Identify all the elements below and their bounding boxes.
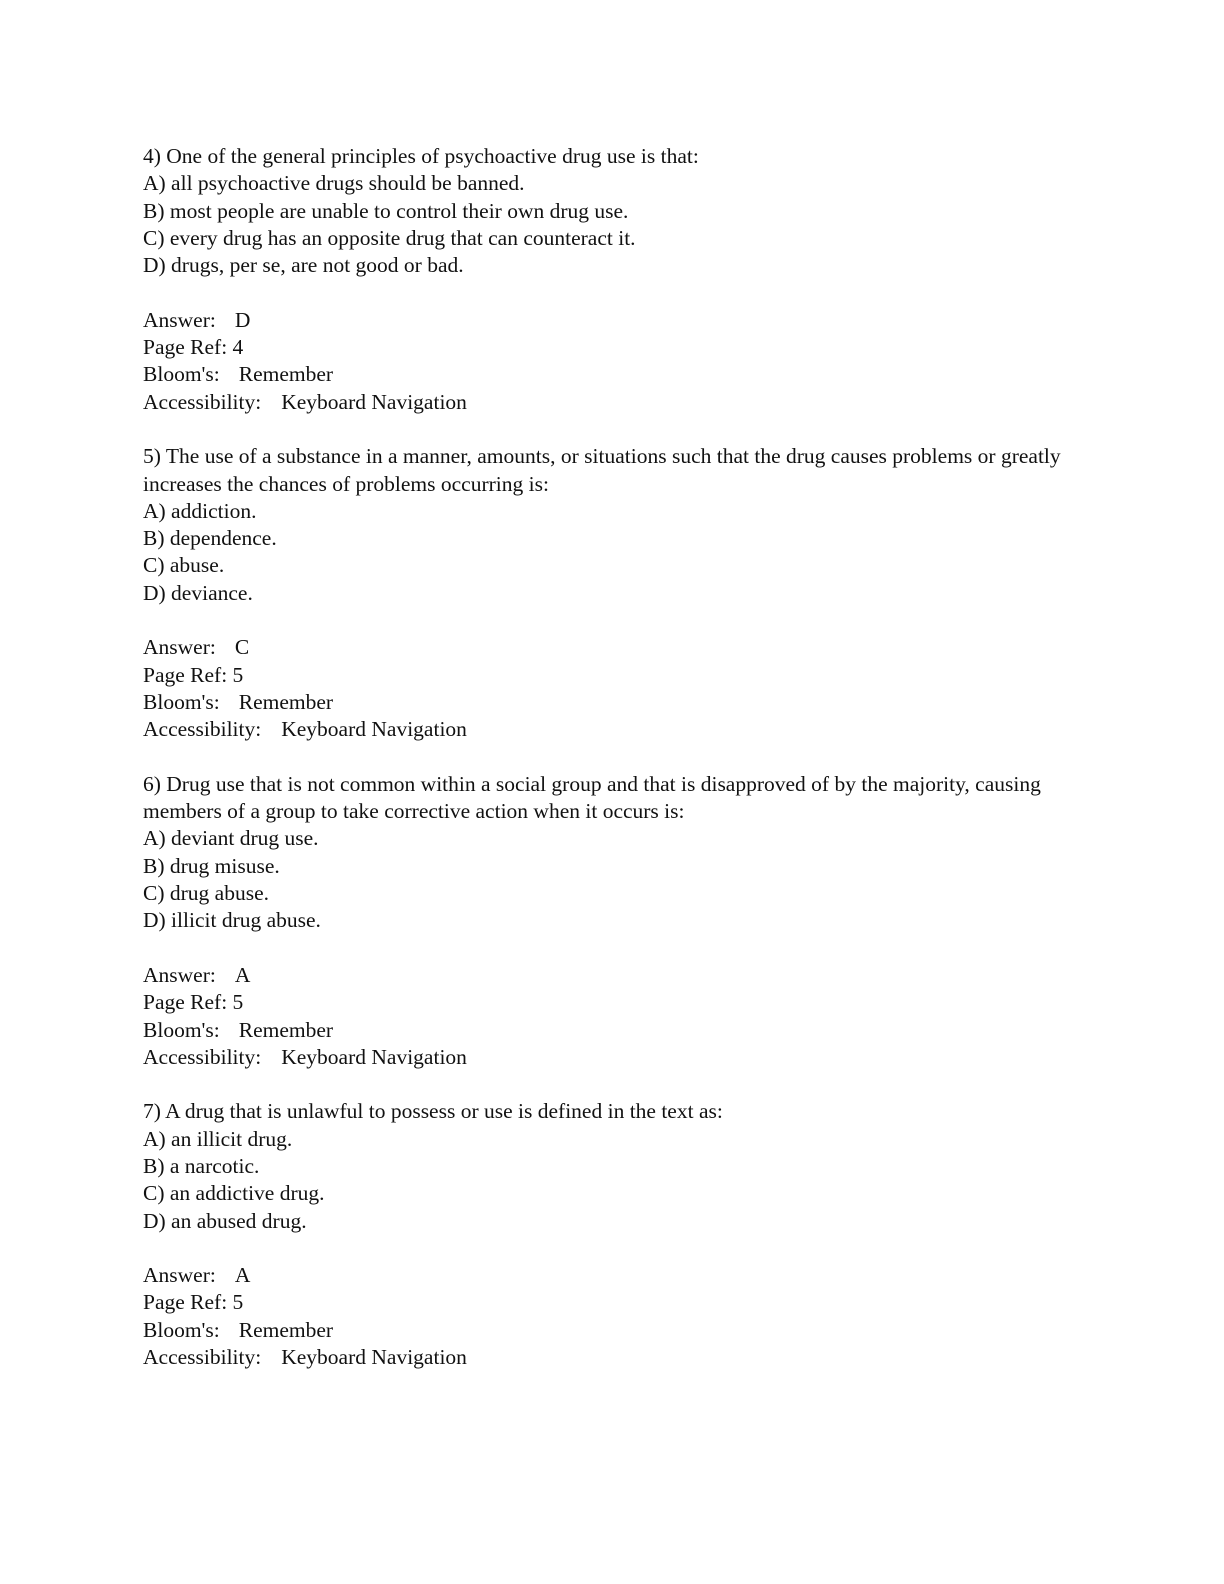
- blooms-line: [143, 1017, 1083, 1044]
- question-metadata: [143, 962, 1083, 1071]
- blooms-value: Remember: [238, 689, 334, 714]
- question-metadata: [143, 634, 1083, 743]
- accessibility-value: Keyboard Navigation: [281, 1345, 467, 1370]
- blooms-label: Bloom's:: [143, 1017, 220, 1042]
- answer-value: A: [234, 962, 251, 987]
- accessibility-label: Accessibility:: [143, 1345, 262, 1370]
- question-block: [143, 443, 1083, 743]
- answer-line: [143, 1262, 1083, 1289]
- accessibility-label: Accessibility:: [143, 389, 262, 414]
- question-metadata: [143, 1262, 1083, 1371]
- answer-value: D: [234, 307, 251, 332]
- answer-choice-b: B) dependence.: [143, 526, 277, 551]
- blooms-value: Remember: [238, 1317, 334, 1342]
- question-stem: 4) One of the general principles of psychoactive drug use is that:: [143, 144, 699, 168]
- answer-line: [143, 962, 1083, 989]
- answer-line: [143, 307, 1083, 334]
- answer-choice-d: D) deviance.: [143, 580, 253, 605]
- accessibility-value: Keyboard Navigation: [281, 389, 467, 414]
- page-ref: Page Ref: 4: [143, 335, 244, 360]
- question-block: [143, 771, 1083, 1071]
- answer-choice-c: C) an addictive drug.: [143, 1181, 325, 1206]
- blooms-value: Remember: [238, 1017, 334, 1042]
- question-metadata: [143, 307, 1083, 416]
- blooms-line: [143, 361, 1083, 388]
- answer-value: A: [234, 1263, 251, 1288]
- blooms-label: Bloom's:: [143, 689, 220, 714]
- blooms-label: Bloom's:: [143, 1317, 220, 1342]
- blooms-value: Remember: [238, 362, 334, 387]
- answer-choice-b: B) most people are unable to control their own drug use.: [143, 198, 629, 223]
- accessibility-value: Keyboard Navigation: [281, 717, 467, 742]
- accessibility-label: Accessibility:: [143, 717, 262, 742]
- answer-choice-b: B) a narcotic.: [143, 1153, 260, 1178]
- accessibility-label: Accessibility:: [143, 1044, 262, 1069]
- page-ref: Page Ref: 5: [143, 990, 244, 1015]
- answer-choice-c: C) abuse.: [143, 553, 225, 578]
- answer-choice-b: B) drug misuse.: [143, 853, 280, 878]
- page-ref: Page Ref: 5: [143, 662, 244, 687]
- answer-choice-c: C) every drug has an opposite drug that can counteract it.: [143, 225, 636, 250]
- document-page: [143, 143, 1083, 1399]
- accessibility-line: [143, 389, 1083, 416]
- answer-choice-a: A) addiction.: [143, 498, 257, 523]
- question-stem: 5) The use of a substance in a manner, amounts, or situations such that the drug causes problems or greatly increases the chances of problems occurring is:: [143, 444, 1067, 496]
- blooms-line: [143, 1317, 1083, 1344]
- question-stem: 6) Drug use that is not common within a social group and that is disapproved of by the majority, causing members of a group to take corrective action when it occurs is:: [143, 771, 1047, 824]
- answer-label: Answer:: [143, 962, 216, 987]
- blooms-label: Bloom's:: [143, 362, 220, 387]
- answer-choice-d: D) drugs, per se, are not good or bad.: [143, 253, 464, 278]
- answer-label: Answer:: [143, 1263, 216, 1288]
- accessibility-line: [143, 1344, 1083, 1371]
- question-stem: 7) A drug that is unlawful to possess or use is defined in the text as:: [143, 1099, 723, 1124]
- answer-choice-a: A) deviant drug use.: [143, 826, 319, 851]
- answer-choice-a: A) all psychoactive drugs should be banned.: [143, 171, 525, 196]
- answer-value: C: [234, 635, 250, 660]
- page-ref: Page Ref: 5: [143, 1290, 244, 1315]
- answer-label: Answer:: [143, 635, 216, 660]
- accessibility-line: [143, 716, 1083, 743]
- question-block: [143, 143, 1083, 416]
- answer-choice-c: C) drug abuse.: [143, 881, 269, 906]
- answer-label: Answer:: [143, 307, 216, 332]
- question-block: [143, 1098, 1083, 1371]
- accessibility-line: [143, 1044, 1083, 1071]
- answer-choice-d: D) illicit drug abuse.: [143, 908, 321, 933]
- answer-choice-a: A) an illicit drug.: [143, 1126, 293, 1151]
- answer-choice-d: D) an abused drug.: [143, 1208, 307, 1233]
- accessibility-value: Keyboard Navigation: [281, 1044, 467, 1069]
- answer-line: [143, 634, 1083, 661]
- blooms-line: [143, 689, 1083, 716]
